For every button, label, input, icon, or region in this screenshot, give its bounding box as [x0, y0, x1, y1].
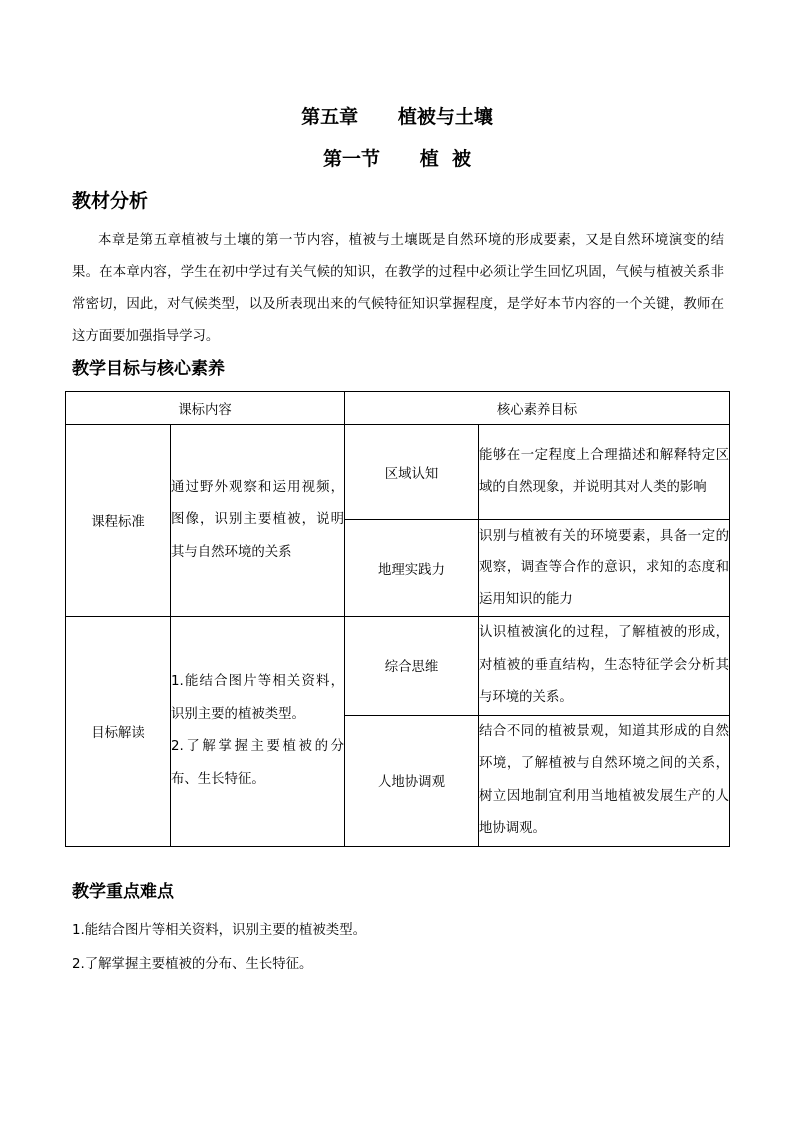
literacy-name: 地理实践力	[345, 520, 479, 617]
table-header-row	[66, 392, 730, 425]
literacy-desc: 识别与植被有关的环境要素，具备一定的观察，调查等合作的意识，求知的态度和运用知识的能力	[479, 520, 730, 617]
key-points-heading: 教学重点难点	[72, 882, 174, 902]
col-header-literacy: 核心素养目标	[345, 392, 730, 425]
literacy-desc: 能够在一定程度上合理描述和解释特定区域的自然现象，并说明其对人类的影响	[479, 425, 730, 520]
analysis-paragraph: 本章是第五章植被与土壤的第一节内容，植被与土壤既是自然环境的形成要素，又是自然环境演变的结果。在本章内容，学生在初中学过有关气候的知识，在教学的过程中必须让学生回忆巩固，气候与植被关系非常密切，因此，对气候类型，以及所表现出来的气候特征知识掌握程度，是学好本节内容的一个关键，教师在这方面要加强指导学习。	[72, 233, 724, 344]
interpretation-item: 2.了解掌握主要植被的分布、生长特征。	[171, 739, 344, 787]
standard-content: 通过野外观察和运用视频，图像，识别主要植被，说明其与自然环境的关系	[171, 425, 345, 617]
literacy-name: 区域认知	[345, 425, 479, 520]
goals-table	[65, 391, 730, 847]
table-row	[66, 425, 730, 520]
literacy-name: 综合思维	[345, 617, 479, 716]
key-point-item: 1.能结合图片等相关资料，识别主要的植被类型。	[72, 923, 366, 938]
col-header-standards: 课标内容	[66, 392, 345, 425]
section-title: 第一节 植 被	[323, 148, 471, 170]
key-point-item: 2.了解掌握主要植被的分布、生长特征。	[72, 957, 313, 972]
literacy-desc: 认识植被演化的过程，了解植被的形成，对植被的垂直结构，生态特征学会分析其与环境的关系。	[479, 617, 730, 716]
interpretation-item: 1.能结合图片等相关资料，识别主要的植被类型。	[171, 674, 344, 722]
row-label-standard: 课程标准	[66, 425, 171, 617]
literacy-name: 人地协调观	[345, 715, 479, 846]
literacy-desc: 结合不同的植被景观，知道其形成的自然环境，了解植被与自然环境之间的关系，树立因地制宜利用当地植被发展生产的人地协调观。	[479, 715, 730, 846]
goals-heading: 教学目标与核心素养	[72, 359, 225, 379]
interpretation-content	[171, 617, 345, 847]
table-row	[66, 617, 730, 716]
analysis-heading: 教材分析	[72, 190, 149, 212]
chapter-title: 第五章 植被与土壤	[301, 106, 493, 128]
row-label-interpretation: 目标解读	[66, 617, 171, 847]
